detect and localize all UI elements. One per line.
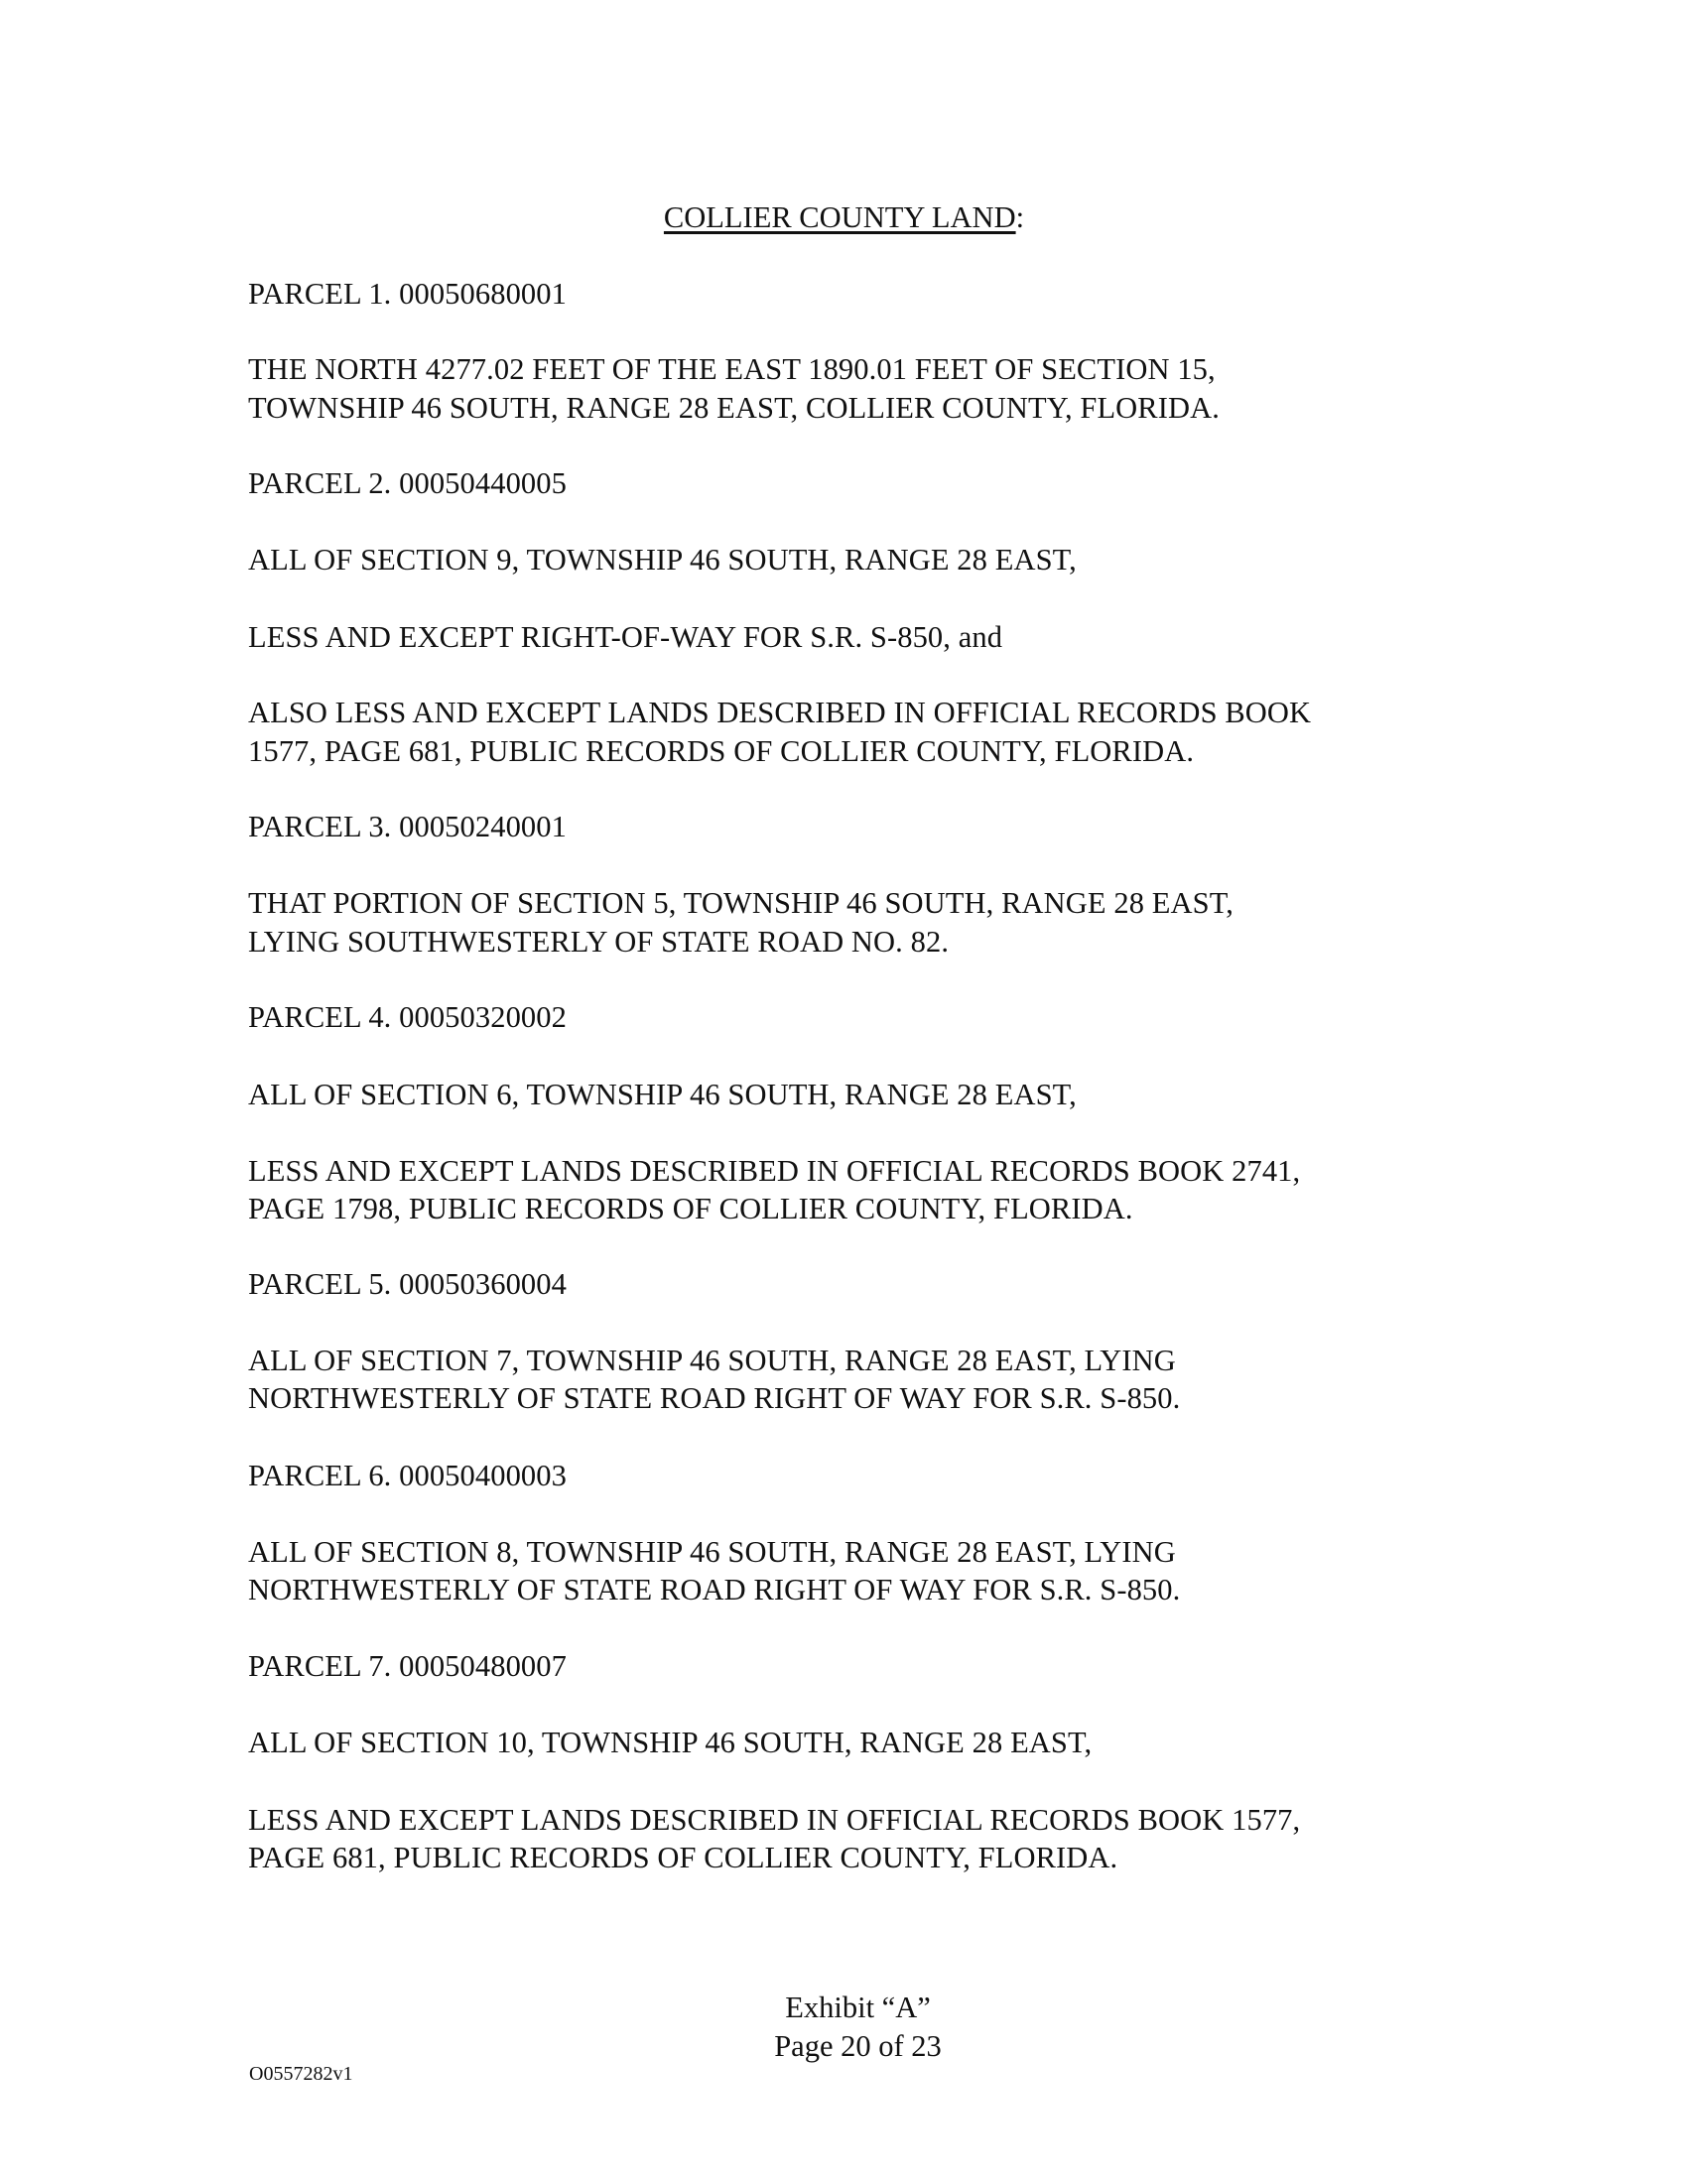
parcel-2-text: LESS AND EXCEPT RIGHT-OF-WAY FOR S.R. S-850, and bbox=[248, 620, 1003, 654]
parcel-4-text: ALL OF SECTION 6, TOWNSHIP 46 SOUTH, RANGE 28 EAST, bbox=[248, 1078, 1077, 1111]
parcel-1-text: THE NORTH 4277.02 FEET OF THE EAST 1890.01 FEET OF SECTION 15, bbox=[248, 352, 1216, 386]
parcel-7-text: PAGE 681, PUBLIC RECORDS OF COLLIER COUNTY, FLORIDA. bbox=[248, 1841, 1118, 1874]
parcel-4-text: PAGE 1798, PUBLIC RECORDS OF COLLIER COUNTY, FLORIDA. bbox=[248, 1192, 1133, 1225]
parcel-1-text: TOWNSHIP 46 SOUTH, RANGE 28 EAST, COLLIER COUNTY, FLORIDA. bbox=[248, 391, 1220, 425]
page-title bbox=[0, 198, 1688, 237]
footer-exhibit-label: Exhibit “A” bbox=[785, 1991, 931, 2024]
parcel-2-text: ALSO LESS AND EXCEPT LANDS DESCRIBED IN OFFICIAL RECORDS BOOK bbox=[248, 696, 1312, 729]
parcel-6-text: NORTHWESTERLY OF STATE ROAD RIGHT OF WAY FOR S.R. S-850. bbox=[248, 1573, 1181, 1606]
page-title-colon: : bbox=[1015, 200, 1025, 234]
parcel-3-text: THAT PORTION OF SECTION 5, TOWNSHIP 46 SOUTH, RANGE 28 EAST, bbox=[248, 886, 1234, 920]
parcel-3-heading: PARCEL 3. 00050240001 bbox=[248, 810, 567, 843]
parcel-2-text: 1577, PAGE 681, PUBLIC RECORDS OF COLLIER COUNTY, FLORIDA. bbox=[248, 734, 1195, 768]
page-title-text: COLLIER COUNTY LAND bbox=[663, 200, 1016, 234]
parcel-2-heading: PARCEL 2. 00050440005 bbox=[248, 466, 567, 500]
parcel-3-text: LYING SOUTHWESTERLY OF STATE ROAD NO. 82. bbox=[248, 925, 950, 959]
parcel-7-text: ALL OF SECTION 10, TOWNSHIP 46 SOUTH, RANGE 28 EAST, bbox=[248, 1726, 1093, 1759]
parcel-5-heading: PARCEL 5. 00050360004 bbox=[248, 1267, 567, 1301]
parcel-6-heading: PARCEL 6. 00050400003 bbox=[248, 1459, 567, 1492]
parcel-5-text: ALL OF SECTION 7, TOWNSHIP 46 SOUTH, RANGE 28 EAST, LYING bbox=[248, 1344, 1176, 1377]
parcel-5-text: NORTHWESTERLY OF STATE ROAD RIGHT OF WAY FOR S.R. S-850. bbox=[248, 1381, 1181, 1415]
parcel-4-text: LESS AND EXCEPT LANDS DESCRIBED IN OFFICIAL RECORDS BOOK 2741, bbox=[248, 1154, 1301, 1188]
parcel-7-text: LESS AND EXCEPT LANDS DESCRIBED IN OFFICIAL RECORDS BOOK 1577, bbox=[248, 1803, 1301, 1837]
parcel-6-text: ALL OF SECTION 8, TOWNSHIP 46 SOUTH, RANGE 28 EAST, LYING bbox=[248, 1535, 1176, 1569]
parcel-1-heading: PARCEL 1. 00050680001 bbox=[248, 277, 567, 311]
footer-page-number: Page 20 of 23 bbox=[774, 2029, 942, 2063]
document-id: O0557282v1 bbox=[249, 2063, 353, 2085]
parcel-4-heading: PARCEL 4. 00050320002 bbox=[248, 1000, 567, 1034]
parcel-2-text: ALL OF SECTION 9, TOWNSHIP 46 SOUTH, RANGE 28 EAST, bbox=[248, 543, 1077, 577]
parcel-7-heading: PARCEL 7. 00050480007 bbox=[248, 1649, 567, 1683]
